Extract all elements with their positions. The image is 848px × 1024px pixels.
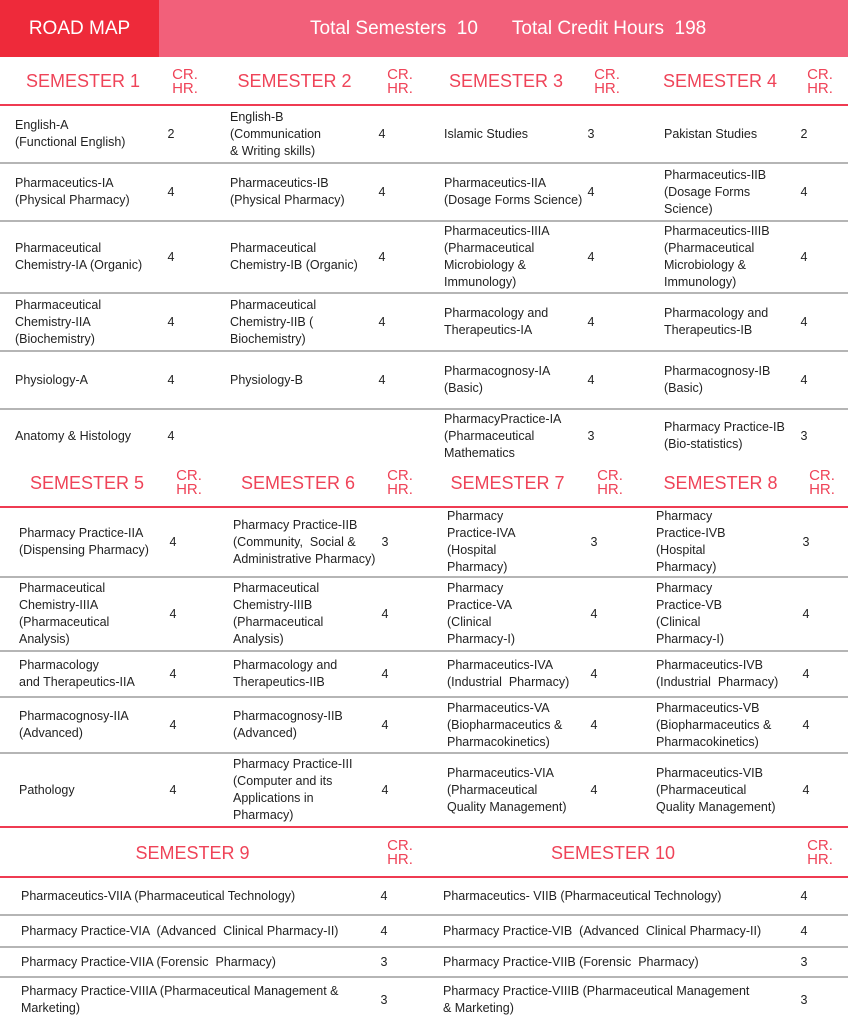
course-name: Pharmaceutical Chemistry-IIA (Biochemistry) [15,297,102,346]
course-name: Physiology-A [15,372,88,387]
credit-hours-value: 3 [587,429,595,443]
course-name [230,410,380,462]
total-credit-hours: Total Credit Hours 198 [511,17,707,39]
course-name: Physiology-B [230,372,303,387]
credit-hours-value: 3 [590,535,598,549]
credit-hours-label: CR. HR. [807,837,833,868]
course-name: Pharmaceutical Chemistry-IIIB (Pharmaceutical Analysis) [233,581,324,646]
total-semesters: Total Semesters 10 [310,17,478,39]
credit-hours-value: 4 [167,429,175,443]
course-name: Pharmaceutics-IVA (Industrial Pharmacy) [447,658,570,689]
credit-hours-value: 3 [800,955,808,969]
semester-heading: SEMESTER 10 [550,843,676,863]
credit-hours-value: 4 [378,250,386,264]
credit-hours-value: 2 [800,127,808,141]
course-name: Pharmacy Practice-VIIB (Forensic Pharmacy) [443,954,699,969]
semester-heading: SEMESTER 4 [662,71,778,91]
semester-heading: SEMESTER 3 [448,71,564,91]
credit-hours-value: 4 [378,185,386,199]
credit-hours-value: 2 [167,127,175,141]
credit-hours-value: 4 [802,783,810,797]
credit-hours-value: 4 [590,783,598,797]
course-name: Pharmacognosy-IB (Basic) [664,364,771,395]
semester-heading: SEMESTER 7 [450,473,565,493]
course-name: Pharmacy Practice-IVA (Hospital Pharmacy) [447,509,516,574]
course-name: Pharmaceutics-IIB (Dosage Forms Science) [664,167,767,216]
semester-heading: SEMESTER 6 [240,473,356,493]
credit-hours-label: CR. HR. [387,66,413,97]
credit-hours-value: 4 [169,718,177,732]
course-name: Pharmacy Practice-VB (Clinical Pharmacy-I) [656,581,725,646]
credit-hours-value: 4 [169,607,177,621]
course-name: Pharmacology and Therapeutics-IIA [19,658,135,689]
credit-hours-value: 4 [587,250,595,264]
credit-hours-value: 4 [800,185,808,199]
credit-hours-value: 4 [802,607,810,621]
course-name: Pharmacognosy-IIA (Advanced) [19,709,129,740]
credit-hours-value: 3 [380,993,388,1007]
course-name: Pharmacy Practice-VIIA (Forensic Pharmacy) [21,954,276,969]
credit-hours-value: 4 [381,718,389,732]
credit-hours-label: CR. HR. [807,66,833,97]
course-name: Pharmacy Practice-IIB (Community, Social & Administrative Pharmacy) [233,517,376,566]
semester-heading: SEMESTER 5 [29,473,145,493]
credit-hours-label: CR. HR. [387,467,413,498]
semester-heading: SEMESTER 9 [135,843,250,863]
course-name: Pharmaceutics- VIIB (Pharmaceutical Technology) [443,888,722,903]
course-name: Pharmacy Practice-IVB (Hospital Pharmacy) [656,509,726,574]
credit-hours-value: 4 [167,373,175,387]
credit-hours-value: 4 [587,185,595,199]
credit-hours-value: 4 [590,667,598,681]
course-name: Pharmaceutical Chemistry-IIIA (Pharmaceutical Analysis) [19,581,110,646]
roadmap-label: ROAD MAP [0,0,159,57]
credit-hours-value: 3 [800,993,808,1007]
semester-heading: SEMESTER 8 [663,473,778,493]
credit-hours-value: 3 [802,535,810,549]
credit-hours-label: CR. HR. [176,467,202,498]
credit-hours-value: 4 [167,250,175,264]
course-name: Pharmaceutical Chemistry-IB (Organic) [230,241,358,272]
course-name: Pakistan Studies [664,126,758,141]
credit-hours-value: 4 [169,535,177,549]
credit-hours-value: 4 [378,373,386,387]
credit-hours-label: CR. HR. [172,66,198,97]
course-name: Pharmacy Practice-IIA (Dispensing Pharmacy) [19,526,149,557]
course-name: Pharmaceutics-IA (Physical Pharmacy) [15,176,130,207]
credit-hours-label: CR. HR. [594,66,620,97]
credit-hours-label: CR. HR. [597,467,623,498]
credit-hours-value: 4 [378,315,386,329]
course-name: Pharmacy Practice-VIB (Advanced Clinical Pharmacy-II) [443,923,762,938]
course-name: Pharmacy Practice-IB (Bio-statistics) [664,420,785,451]
credit-hours-value: 4 [802,667,810,681]
course-name: Pharmaceutics-VA (Biopharmaceutics & Pharmacokinetics) [447,700,563,749]
course-name: Pharmaceutics-VIIA (Pharmaceutical Technology) [21,888,296,903]
course-name: Pharmaceutics-VIB (Pharmaceutical Quality Management) [656,765,776,814]
course-name: Pharmaceutics-IIIA (Pharmaceutical Microbiology & Immunology) [444,224,550,289]
course-name: Pharmacology and Therapeutics-IB [664,306,769,337]
credit-hours-value: 4 [802,718,810,732]
course-name: Islamic Studies [444,126,529,141]
course-name: English-A (Functional English) [15,118,126,149]
course-name: Pharmaceutics-VIA (Pharmaceutical Quality Management) [447,765,567,814]
course-name: Pharmaceutics-VB (Biopharmaceutics & Pharmacokinetics) [656,700,772,749]
credit-hours-label: CR. HR. [387,837,413,868]
course-name: Pharmaceutics-IIIB (Pharmaceutical Microbiology & Immunology) [664,224,770,289]
course-name: Pharmacology and Therapeutics-IIB [233,658,338,689]
credit-hours-value: 4 [378,127,386,141]
course-name: Pathology [19,782,75,797]
course-name: Pharmaceutics-IB (Physical Pharmacy) [230,176,345,207]
credit-hours-value: 4 [800,924,808,938]
header-bar [0,0,848,57]
credit-hours-value: 4 [169,667,177,681]
course-name: PharmacyPractice-IA (Pharmaceutical Mathematics [444,411,562,460]
credit-hours-value: 4 [380,889,388,903]
credit-hours-value: 4 [169,783,177,797]
credit-hours-value: 3 [380,955,388,969]
credit-hours-value: 3 [587,127,595,141]
credit-hours-value [367,410,397,462]
credit-hours-value: 4 [381,667,389,681]
course-name: Pharmacy Practice-VA (Clinical Pharmacy-I) [447,581,516,646]
credit-hours-value: 4 [380,924,388,938]
course-name: Anatomy & Histology [15,428,132,443]
course-name: Pharmacognosy-IIB (Advanced) [233,709,343,740]
course-name: Pharmaceutical Chemistry-IIB ( Biochemistry) [230,297,317,346]
credit-hours-value: 4 [381,607,389,621]
semester-heading: SEMESTER 1 [25,71,141,91]
credit-hours-value: 4 [800,315,808,329]
course-name: Pharmacy Practice-III (Computer and its Applications in Pharmacy) [233,757,353,822]
credit-hours-value: 4 [381,783,389,797]
credit-hours-value: 4 [800,250,808,264]
credit-hours-value: 3 [381,535,389,549]
block-divider [0,826,848,828]
program-totals [310,0,706,57]
credit-hours-label: CR. HR. [809,467,835,498]
credit-hours-value: 4 [590,607,598,621]
credit-hours-value: 4 [167,185,175,199]
credit-hours-value: 4 [587,373,595,387]
credit-hours-value: 4 [167,315,175,329]
course-name: English-B (Communication & Writing skills) [230,109,322,158]
course-name: Pharmacy Practice-VIA (Advanced Clinical Pharmacy-II) [21,923,339,938]
credit-hours-value: 4 [800,373,808,387]
semester-heading: SEMESTER 2 [237,71,352,91]
course-name: Pharmaceutical Chemistry-IA (Organic) [15,241,143,272]
course-name: Pharmaceutics-IVB (Industrial Pharmacy) [656,658,779,689]
credit-hours-value: 4 [590,718,598,732]
credit-hours-value: 4 [800,889,808,903]
course-name: Pharmaceutics-IIA (Dosage Forms Science) [444,176,583,207]
credit-hours-value: 4 [587,315,595,329]
course-name: Pharmacognosy-IA (Basic) [444,364,551,395]
course-name: Pharmacy Practice-VIIIA (Pharmaceutical Management & Marketing) [21,984,339,1015]
course-name: Pharmacy Practice-VIIIB (Pharmaceutical Management & Marketing) [443,984,750,1015]
course-name: Pharmacology and Therapeutics-IA [444,306,549,337]
credit-hours-value: 3 [800,429,808,443]
